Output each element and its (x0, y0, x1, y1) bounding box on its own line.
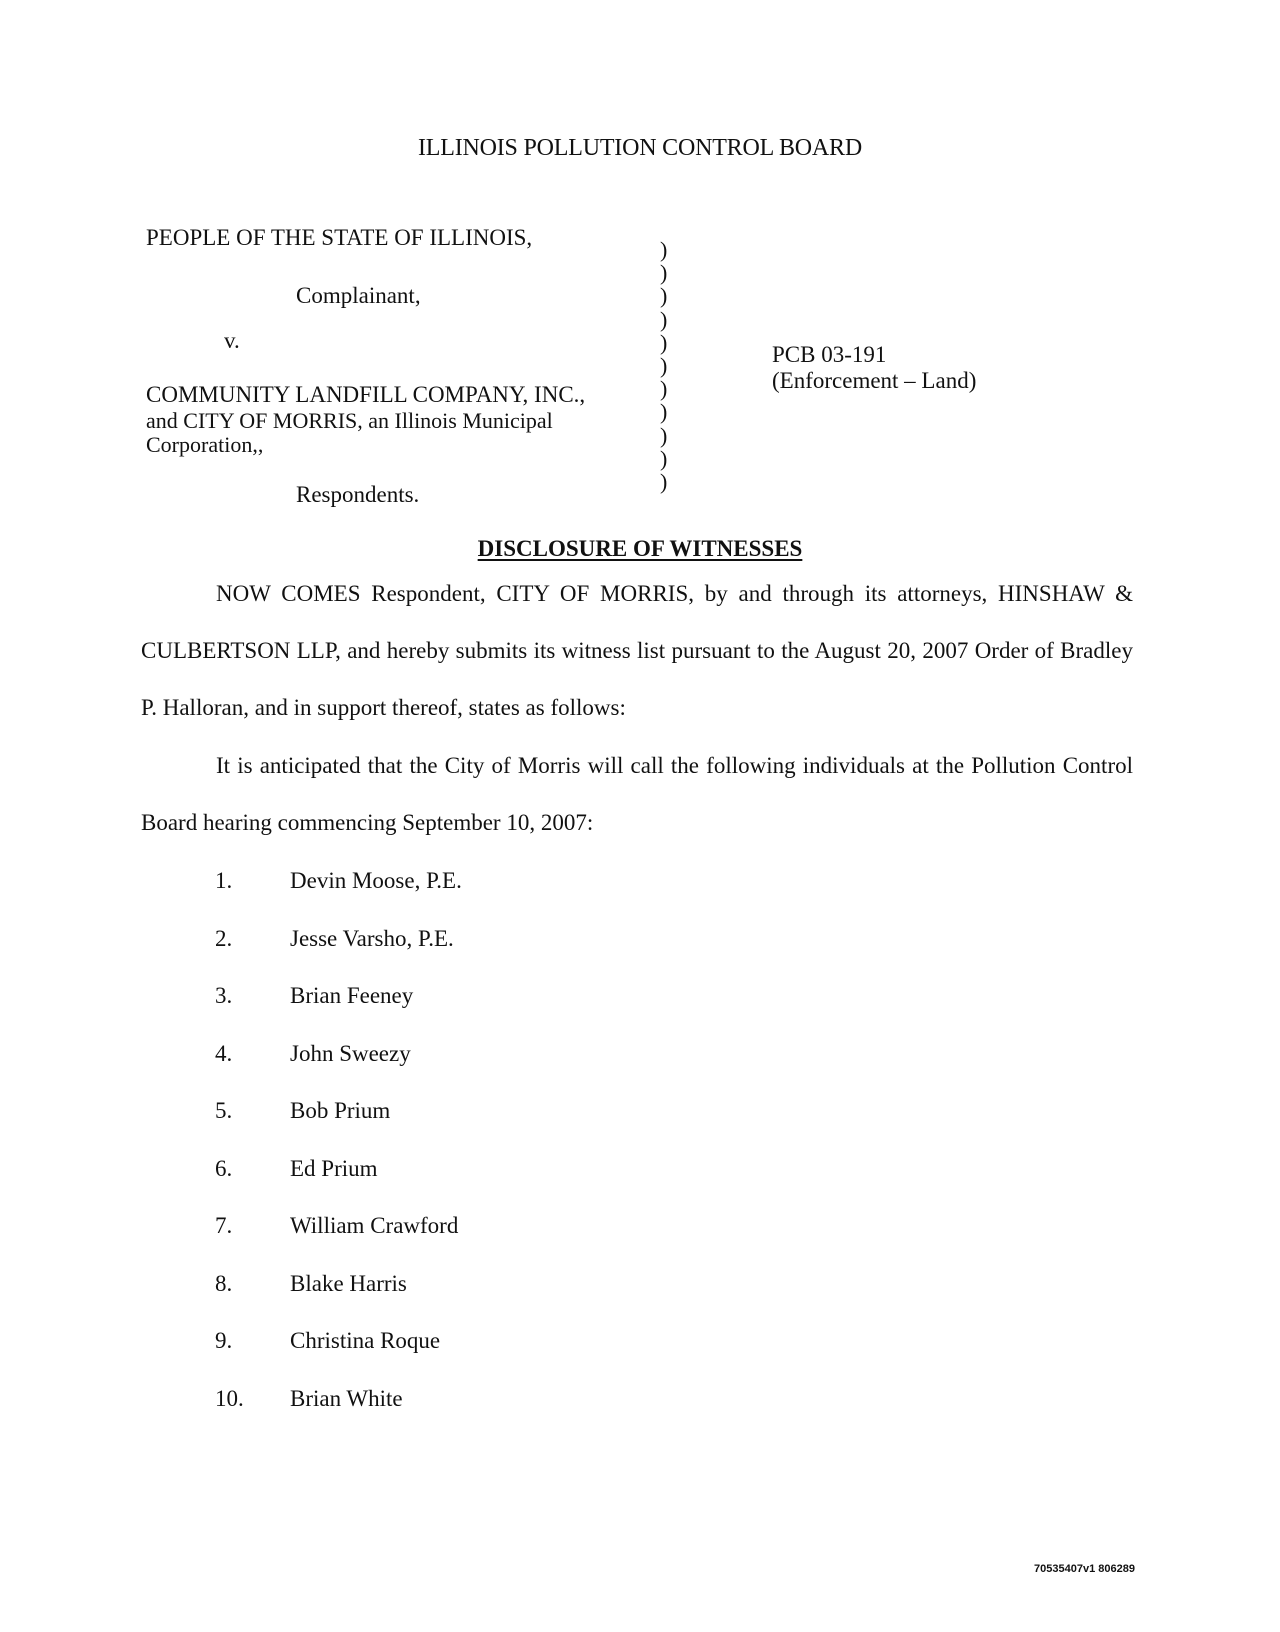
witness-number: 9. (215, 1328, 233, 1353)
case-number-block (772, 342, 976, 394)
complainant-role: Complainant, (296, 283, 421, 308)
witness-number: 8. (215, 1270, 233, 1296)
witness-number: 3. (215, 983, 233, 1008)
witness-item (215, 1328, 462, 1386)
witness-number: 4. (215, 1040, 233, 1066)
case-number: PCB 03-191 (772, 342, 887, 367)
case-type: (Enforcement – Land) (772, 368, 977, 393)
witness-item (215, 1213, 462, 1271)
witness-number: 10. (215, 1385, 244, 1411)
caption-parentheses: ) ) ) ) ) ) ) ) ) ) ) (660, 237, 668, 495)
intro-text: NOW COMES Respondent, CITY OF MORRIS, by and through its attorneys, HINSHAW & CULBERTSON LLP, and hereby submits its witness list pursuant to the August 20, 2007 Order of Bradley P. Halloran, and in support thereof, states as follows: (141, 581, 1133, 720)
witness-item (215, 1098, 462, 1156)
witness-item (215, 983, 462, 1041)
complainant-party: PEOPLE OF THE STATE OF ILLINOIS, (146, 225, 533, 250)
document-title: DISCLOSURE OF WITNESSES (477, 536, 803, 561)
respondent-line-2: and CITY OF MORRIS, an Illinois Municipal (146, 408, 553, 433)
witness-number: 1. (215, 868, 233, 893)
versus-label: v. (224, 328, 240, 353)
witness-name: Ed Prium (290, 1155, 378, 1181)
witness-name: Bob Prium (290, 1098, 391, 1123)
witness-item (215, 1156, 462, 1214)
witness-item (215, 1386, 462, 1444)
witness-name: Brian Feeney (290, 983, 414, 1008)
witness-item (215, 926, 462, 984)
witness-name: Devin Moose, P.E. (290, 868, 462, 893)
witness-name: Brian White (290, 1385, 403, 1411)
witness-number: 7. (215, 1213, 233, 1238)
intro-paragraph (141, 565, 1133, 736)
witness-name: Christina Roque (290, 1328, 441, 1353)
witness-number: 2. (215, 925, 233, 951)
document-id: 70535407v1 806289 (1034, 1563, 1135, 1575)
anticipation-paragraph (141, 737, 1133, 851)
witness-list (215, 868, 462, 1443)
witness-item (215, 1271, 462, 1329)
witness-name: John Sweezy (290, 1040, 411, 1066)
witness-item (215, 868, 462, 926)
witness-name: William Crawford (290, 1213, 459, 1238)
anticipation-text: It is anticipated that the City of Morris will call the following individuals at the Pollution Control Board hearing commencing September 10, 2007: (141, 753, 1133, 835)
witness-item (215, 1041, 462, 1099)
respondent-line-3: Corporation,, (146, 432, 264, 457)
witness-number: 6. (215, 1155, 233, 1181)
witness-name: Blake Harris (290, 1270, 407, 1296)
board-heading: ILLINOIS POLLUTION CONTROL BOARD (417, 135, 862, 161)
witness-number: 5. (215, 1098, 233, 1123)
respondent-line-1: COMMUNITY LANDFILL COMPANY, INC., (146, 382, 586, 407)
witness-name: Jesse Varsho, P.E. (290, 925, 454, 951)
respondent-role: Respondents. (296, 482, 420, 507)
